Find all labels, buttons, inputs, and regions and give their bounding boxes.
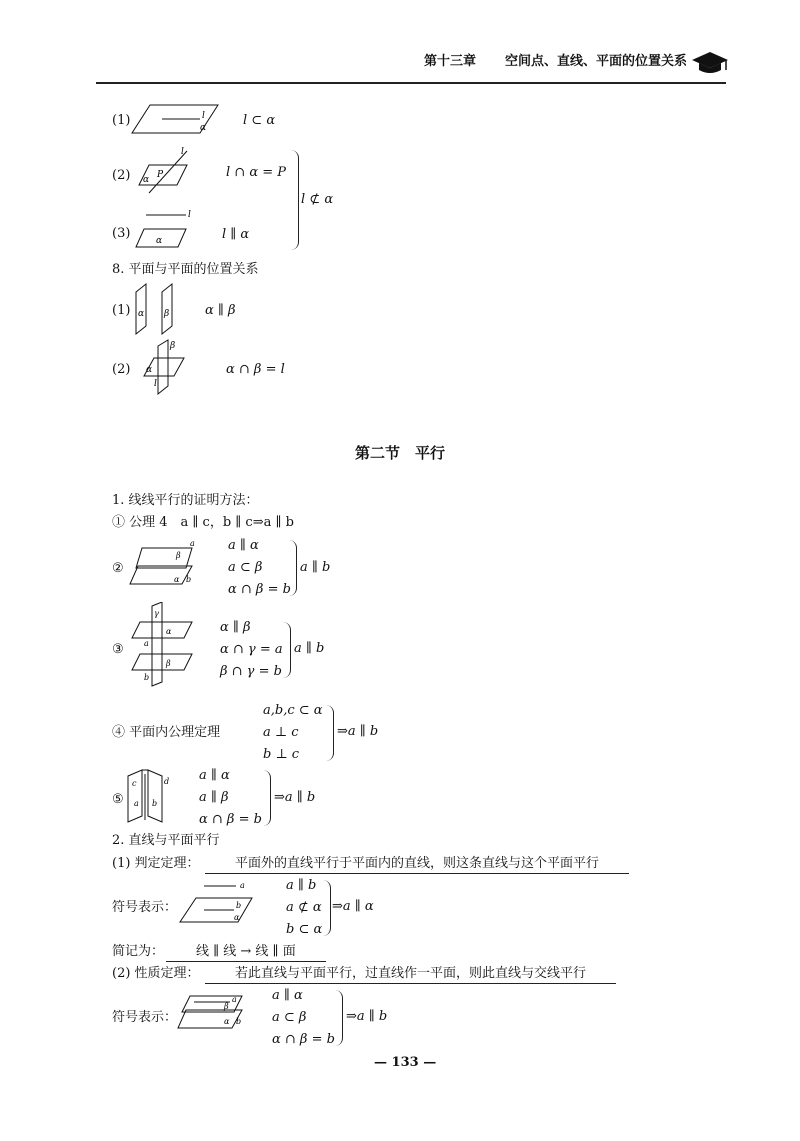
condition: a ∥ α <box>272 988 303 1003</box>
line-in-plane-figure <box>130 100 220 138</box>
fig-label: α <box>200 123 207 133</box>
brace <box>262 770 271 826</box>
fig-label: γ <box>154 609 159 618</box>
item-number: (1) <box>112 303 131 318</box>
condition: a ∥ β <box>199 790 229 805</box>
page-number: — 133 — <box>374 1055 437 1070</box>
line-parallel-plane-figure <box>130 207 200 249</box>
judgement-theorem-text: 平面外的直线平行于平面内的直线，则这条直线与这个平面平行 <box>205 856 629 874</box>
result: ⇒a ∥ b <box>274 790 316 805</box>
section-title: 第二节 平行 <box>355 444 446 462</box>
condition: α ∥ β <box>220 620 251 635</box>
brace <box>325 705 334 761</box>
condition: b ⊥ c <box>263 747 300 762</box>
relation-formula: α ∥ β <box>205 303 236 318</box>
header-rule <box>96 82 726 84</box>
fig-label: α <box>174 575 180 584</box>
symbol-label: 符号表示： <box>112 900 178 915</box>
result: a ∥ b <box>300 560 331 575</box>
parallel-planes-figure <box>132 280 192 340</box>
item-number: ② <box>112 561 124 576</box>
intersecting-planes-figure <box>140 338 190 398</box>
fig-label: α <box>166 627 172 636</box>
condition: a ⊂ β <box>272 1010 307 1025</box>
condition: β ∩ γ = b <box>220 664 282 679</box>
fig-label: α <box>156 236 163 246</box>
method2-figure <box>128 538 200 594</box>
fig-label: a <box>134 799 139 808</box>
condition: α ∩ β = b <box>272 1032 335 1047</box>
brace <box>282 622 291 678</box>
theorem-label: (1) 判定定理： <box>112 856 200 871</box>
fig-label: β <box>166 659 171 668</box>
condition: a,b,c ⊂ α <box>263 703 323 718</box>
condition: a ⊄ α <box>286 900 322 915</box>
item-number: (3) <box>112 226 131 241</box>
result: ⇒a ∥ b <box>346 1009 388 1024</box>
condition: a ∥ α <box>199 768 230 783</box>
line-intersect-plane-figure <box>135 145 195 195</box>
fig-label: a <box>190 539 195 548</box>
combined-formula: l ⊄ α <box>301 192 334 207</box>
fig-label: α <box>234 913 240 922</box>
fig-label: α <box>146 365 153 375</box>
method5-figure <box>118 766 180 828</box>
fig-label: β <box>176 551 181 560</box>
condition: a ⊥ c <box>263 725 299 740</box>
brace <box>288 540 297 596</box>
judgement-figure <box>174 876 258 928</box>
item-number: (2) <box>112 168 131 183</box>
fig-label: α <box>138 309 145 319</box>
fig-label: α <box>143 175 150 185</box>
fig-label: a <box>240 881 245 890</box>
fig-label: a <box>232 995 237 1004</box>
item-number: (2) <box>112 362 131 377</box>
condition: a ⊂ β <box>228 560 263 575</box>
method3-figure <box>128 602 198 688</box>
condition: α ∩ γ = a <box>220 642 283 657</box>
brace <box>322 880 331 936</box>
result: ⇒a ∥ b <box>337 724 379 739</box>
brace <box>334 990 343 1046</box>
item-number: ⑤ <box>112 792 124 807</box>
fig-label: b <box>236 901 242 910</box>
result: a ∥ b <box>294 641 325 656</box>
relation-formula: l ⊂ α <box>243 113 276 128</box>
condition: b ⊂ α <box>286 922 323 937</box>
theorem-label: (2) 性质定理： <box>112 966 200 981</box>
relation-formula: l ∩ α = P <box>226 165 286 180</box>
fig-label: d <box>164 777 170 786</box>
graduation-cap-icon <box>690 48 730 76</box>
chapter-label: 第十三章 <box>424 54 477 69</box>
short-label: 简记为： <box>112 944 165 959</box>
fig-label: α <box>224 1017 230 1026</box>
fig-label: β <box>224 1002 229 1011</box>
property-figure <box>176 990 248 1038</box>
condition: α ∩ β = b <box>199 812 262 827</box>
fig-label: b <box>144 673 150 682</box>
relation-formula: α ∩ β = l <box>226 362 285 377</box>
section-heading: 1. 线线平行的证明方法： <box>112 493 259 508</box>
chapter-title: 空间点、直线、平面的位置关系 <box>505 54 688 69</box>
item-number: ③ <box>112 642 124 657</box>
fig-label: b <box>236 1017 242 1026</box>
condition: α ∩ β = b <box>228 582 291 597</box>
item-number: (1) <box>112 113 131 128</box>
fig-label: β <box>170 341 176 351</box>
brace <box>290 150 299 250</box>
fig-label: P <box>157 170 164 180</box>
result: ⇒a ∥ α <box>332 899 374 914</box>
fig-label: l <box>188 210 191 220</box>
section-heading: 8. 平面与平面的位置关系 <box>112 262 259 277</box>
fig-label: β <box>164 309 170 319</box>
fig-label: l <box>202 111 205 121</box>
fig-label: a <box>144 639 149 648</box>
section-heading: 2. 直线与平面平行 <box>112 833 220 848</box>
fig-label: b <box>152 799 158 808</box>
fig-label: l <box>181 147 184 157</box>
property-theorem-text: 若此直线与平面平行，过直线作一平面，则此直线与交线平行 <box>205 966 616 984</box>
condition: a ∥ α <box>228 538 259 553</box>
method-label: ④ 平面内公理定理 <box>112 725 221 740</box>
symbol-label: 符号表示： <box>112 1010 178 1025</box>
short-text: 线 ∥ 线 → 线 ∥ 面 <box>166 944 326 962</box>
fig-label: l <box>154 379 157 389</box>
method-axiom4: ① 公理 4 a ∥ c，b ∥ c⇒a ∥ b <box>112 515 294 530</box>
relation-formula: l ∥ α <box>222 227 250 242</box>
condition: a ∥ b <box>286 878 317 893</box>
fig-label: c <box>132 779 137 788</box>
fig-label: b <box>186 575 192 584</box>
